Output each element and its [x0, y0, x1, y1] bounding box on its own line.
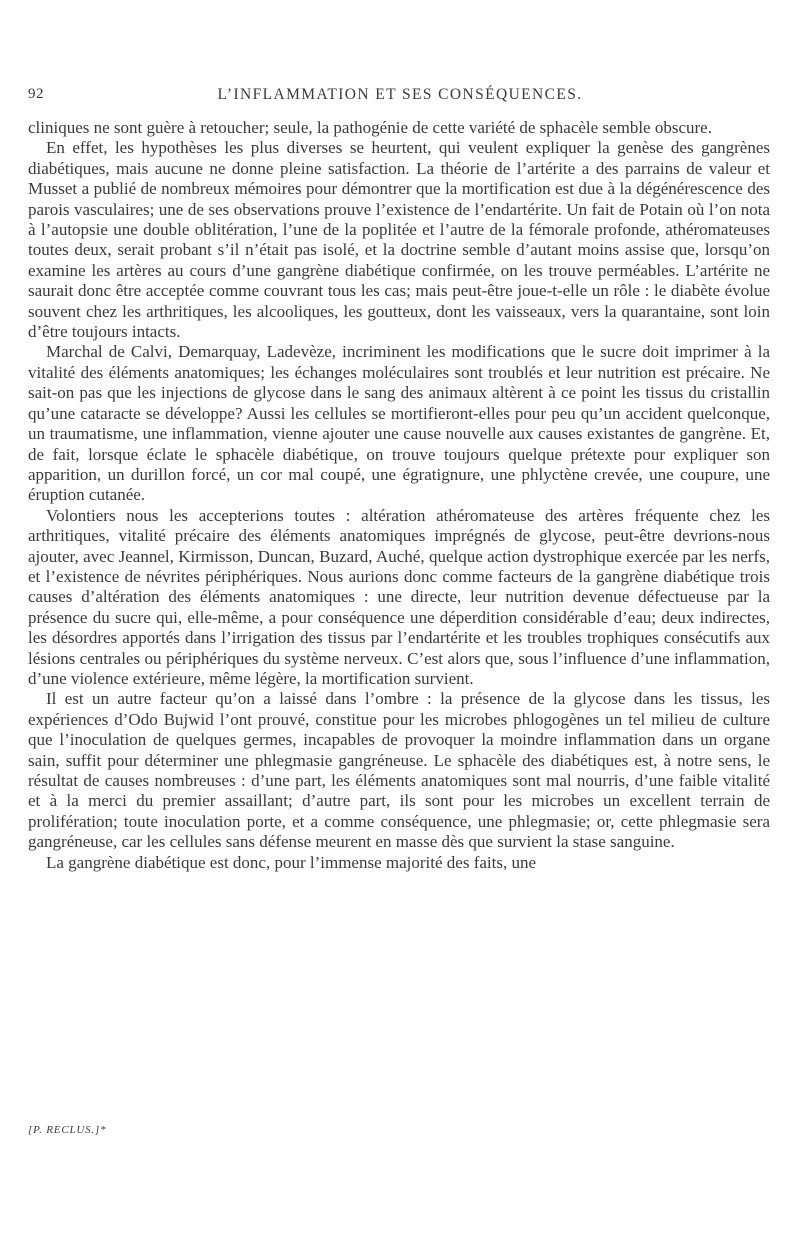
paragraph-6: La gangrène diabétique est donc, pour l’immense majorité des faits, une — [46, 852, 537, 872]
body-text — [28, 118, 770, 873]
paragraph-4: Volontiers nous les accepterions toutes : altération athéromateuse des artères fréquente chez les arthritiques, vitalité précaire des éléments anatomiques imprégnés de glycose, peut-être devrions-nous ajouter, avec Jeannel, Kirmisson, Duncan, Buzard, Auché, quelque action dystrophique exercée par les nerfs, et l’existence de névrites périphériques. Nous aurions donc comme facteurs de la gangrène diabétique trois causes d’altération des éléments anatomiques : une directe, leur nutrition devenue défectueuse par la présence du sucre qui, elle-même, a pour conséquence une déperdition considérable d’eau; deux indirectes, les désordres apportés dans l’irrigation des tissus par l’endartérite et les troubles trophiques consécutifs aux lésions centrales ou périphériques du système nerveux. C’est alors que, sous l’influence d’une inflammation, d’une violence extérieure, même légère, la mortification survient. — [28, 505, 770, 688]
paragraph-5: Il est un autre facteur qu’on a laissé dans l’ombre : la présence de la glycose dans les tissus, les expériences d’Odo Bujwid l’ont prouvé, constitue pour les microbes phlogogènes un tel milieu de culture que l’inoculation de quelques germes, incapables de provoquer la moindre inflammation dans un organe sain, suffit pour déterminer une phlegmasie gangréneuse. Le sphacèle des diabétiques est, à notre sens, le résultat de causes nombreuses : d’une part, les éléments anatomiques sont mal nourris, d’une faible vitalité et à la merci du premier assaillant; d’autre part, ils sont pour les microbes un excellent terrain de prolifération; toute inoculation porte, et a comme conséquence, une phlegmasie; or, cette phlegmasie sera gangréneuse, car les cellules sans défense meurent en masse dès que survient la stase sanguine. — [28, 689, 770, 852]
signature-mark: [P. RECLUS.]* — [28, 1124, 107, 1136]
running-title: L’INFLAMMATION ET SES CONSÉQUENCES. — [217, 86, 583, 103]
paragraph-1: cliniques ne sont guère à retoucher; seule, la pathogénie de cette variété de sphacèle semble obscure. — [28, 118, 712, 137]
paragraph-2: En effet, les hypothèses les plus diverses se heurtent, qui veulent expliquer la genèse des gangrènes diabétiques, mais aucune ne donne pleine satisfaction. La théorie de l’artérite a des parrains de valeur et Musset a publié de nombreux mémoires pour démontrer que la mortification est due à la dégénérescence des parois vasculaires; une de ses observations prouve l’existence de l’endartérite. Un fait de Potain où l’on nota à l’autopsie une double oblitération, l’une de la poplitée et l’autre de la fémorale profonde, athéromateuses toutes deux, serait probant s’il n’était pas isolé, et la doctrine semble d’autant moins assise que, lorsqu’on examine les artères au cours d’une gangrène diabétique confirmée, on les trouve perméables. L’artérite ne saurait donc être acceptée comme couvrant tous les cas; mais peut-être joue-t-elle un rôle : le diabète évolue souvent chez les arthritiques, les alcooliques, les goutteux, dont les vaisseaux, vers la quarantaine, sont loin d’être toujours intacts. — [28, 138, 770, 342]
running-head — [0, 86, 800, 110]
paragraph-3: Marchal de Calvi, Demarquay, Ladevèze, incriminent les modifications que le sucre doit imprimer à la vitalité des éléments anatomiques; les échanges moléculaires sont troublés et leur nutrition est précaire. Ne sait-on pas que les injections de glycose dans le sang des animaux altèrent à ce point les tissus du cristallin qu’une cataracte se développe? Aussi les cellules se mortifieront-elles pour peu qu’un accident quelconque, un traumatisme, une inflammation, vienne ajouter une cause nouvelle aux causes existantes de gangrène. Et, de fait, lorsque éclate le sphacèle diabétique, on trouve toujours quelque prétexte pour expliquer son apparition, un durillon forcé, un cor mal coupé, une égratignure, une phlyctène crevée, une coupure, une éruption cutanée. — [28, 342, 770, 505]
page-number: 92 — [28, 86, 44, 102]
